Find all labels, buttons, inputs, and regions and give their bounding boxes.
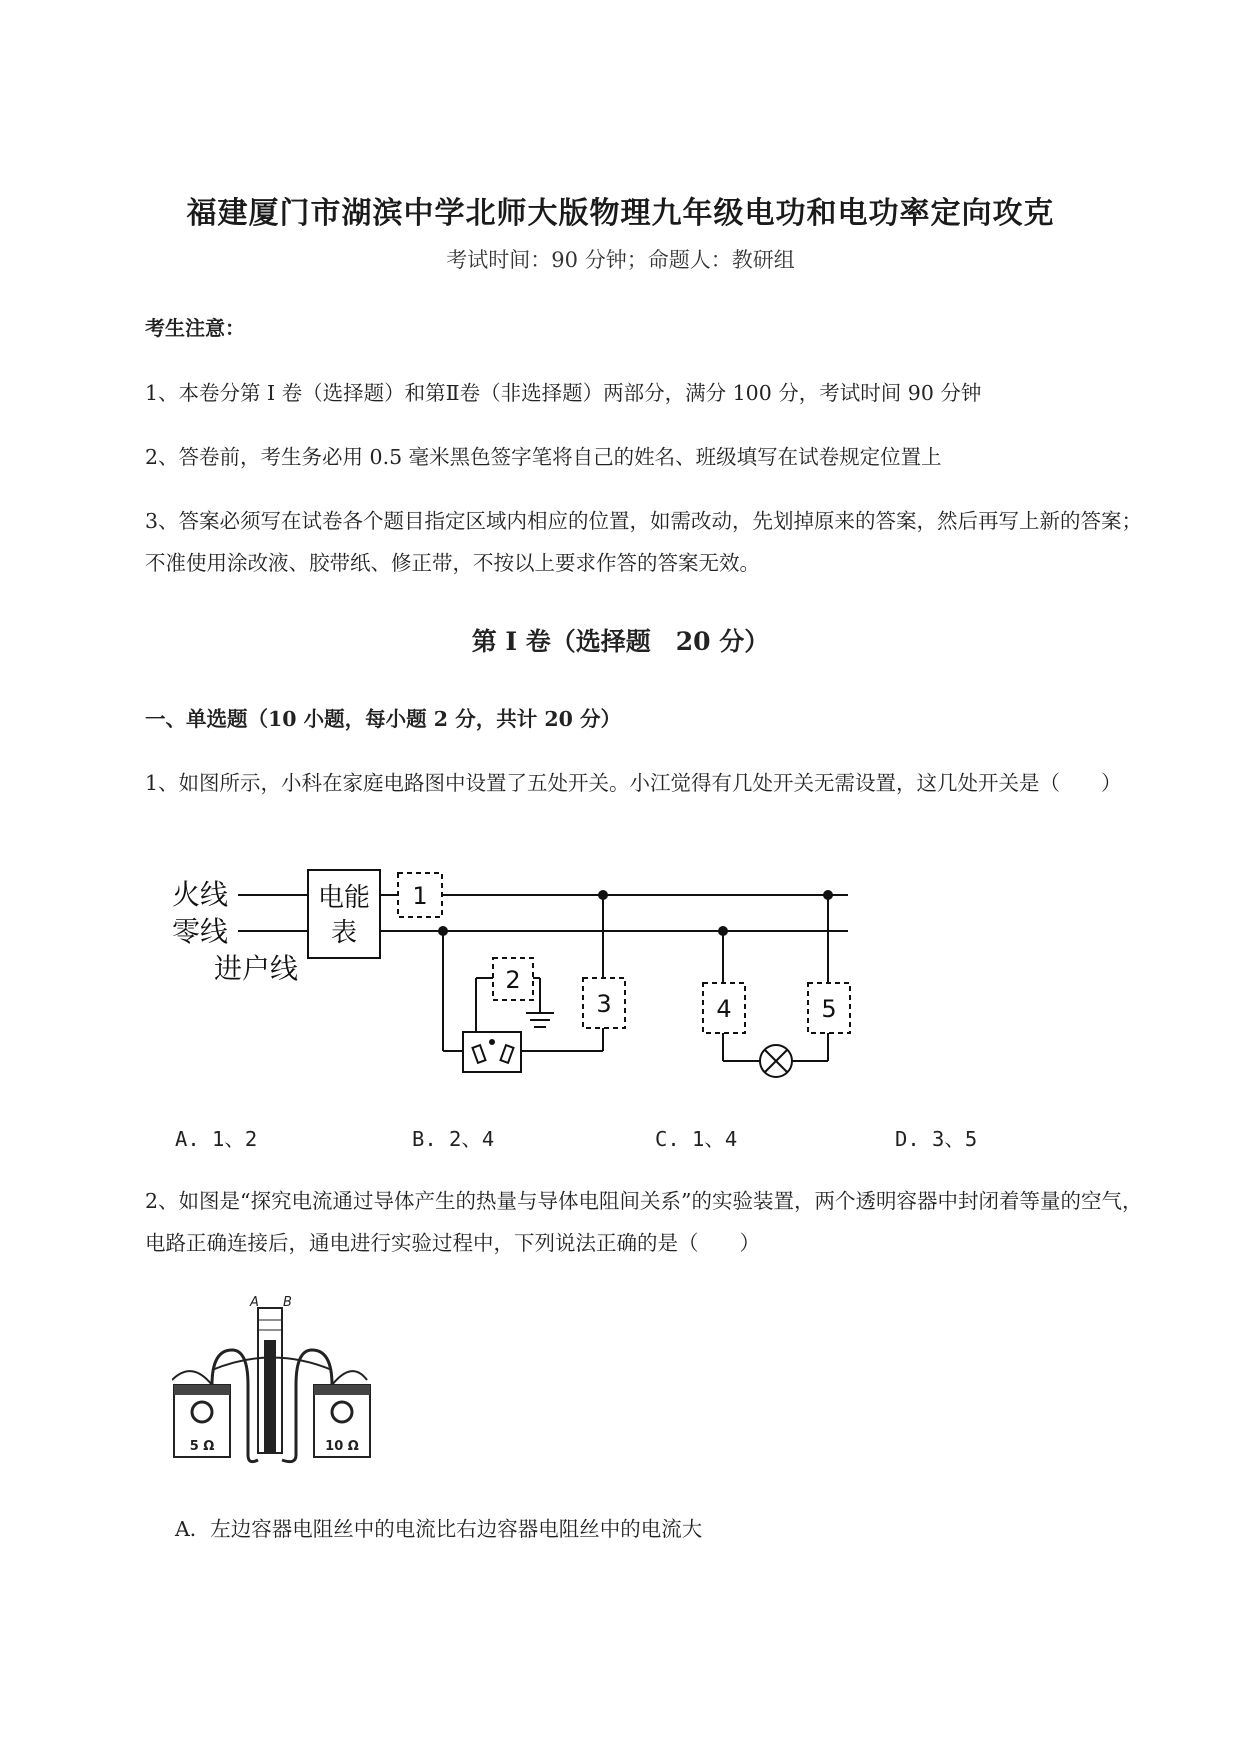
neutral-wire-label: 零线 bbox=[172, 915, 229, 948]
switch-3-label: 3 bbox=[596, 990, 612, 1018]
switch-1-label: 1 bbox=[412, 882, 428, 910]
notice-item-3: 3、答案必须写在试卷各个题目指定区域内相应的位置，如需改动，先划掉原来的答案，然后再写上新的答案；不准使用涂改液、胶带纸、修正带，不按以上要求作答的答案无效。 bbox=[145, 509, 1143, 575]
question-1-circuit-diagram bbox=[168, 858, 868, 1093]
notice-heading: 考生注意： bbox=[145, 316, 245, 340]
right-resistor-label: 10 Ω bbox=[325, 1439, 359, 1454]
question-1-stem: 1、如图所示，小科在家庭电路图中设置了五处开关。小江觉得有几处开关无需设置，这几处开关是（ ） bbox=[145, 771, 1122, 795]
switch-4-label: 4 bbox=[716, 995, 732, 1023]
tube-b-label: B bbox=[283, 1295, 292, 1310]
question-2-apparatus-diagram bbox=[172, 1290, 372, 1470]
question-1-option-c[interactable]: C. 1、4 bbox=[655, 1127, 738, 1151]
question-1-option-d[interactable]: D. 3、5 bbox=[895, 1127, 978, 1151]
switch-5-label: 5 bbox=[821, 995, 837, 1023]
switch-2-label: 2 bbox=[505, 966, 521, 994]
left-resistor-label: 5 Ω bbox=[189, 1439, 215, 1454]
section-title: 第 I 卷（选择题 20 分） bbox=[471, 627, 770, 656]
meter-label-line1: 电能 bbox=[317, 883, 371, 913]
notice-item-2: 2、答卷前，考生务必用 0.5 毫米黑色签字笔将自己的姓名、班级填写在试卷规定位置上 bbox=[145, 445, 942, 469]
live-wire-label: 火线 bbox=[172, 878, 229, 911]
meter-label-line2: 表 bbox=[330, 918, 358, 948]
question-1-option-a[interactable]: A. 1、2 bbox=[175, 1127, 258, 1151]
question-1-option-b[interactable]: B. 2、4 bbox=[412, 1127, 495, 1151]
page-title: 福建厦门市湖滨中学北师大版物理九年级电功和电功率定向攻克 bbox=[186, 196, 1055, 231]
service-line-label: 进户线 bbox=[214, 952, 299, 985]
tube-a-label: A bbox=[250, 1295, 259, 1310]
exam-info: 考试时间：90 分钟；命题人：教研组 bbox=[446, 248, 795, 272]
part-title: 一、单选题（10 小题，每小题 2 分，共计 20 分） bbox=[145, 707, 622, 731]
notice-item-1: 1、本卷分第 I 卷（选择题）和第Ⅱ卷（非选择题）两部分，满分 100 分，考试时间 90 分钟 bbox=[145, 381, 982, 405]
question-2-option-a[interactable]: A．左边容器电阻丝中的电流比右边容器电阻丝中的电流大 bbox=[175, 1517, 703, 1541]
question-2-stem: 2、如图是“探究电流通过导体产生的热量与导体电阻间关系”的实验装置，两个透明容器中封闭着等量的空气，电路正确连接后，通电进行实验过程中，下列说法正确的是（ ） bbox=[145, 1189, 1143, 1255]
